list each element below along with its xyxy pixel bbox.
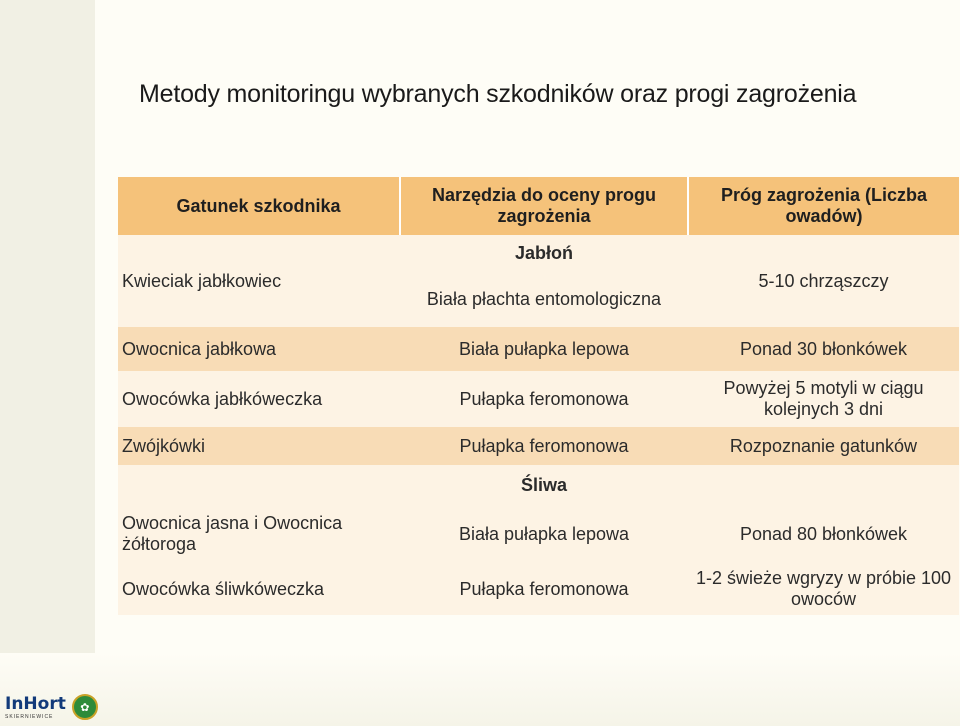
table-cell: Pułapka feromonowa: [400, 371, 688, 427]
table-cell: Kwieciak jabłkowiec: [118, 235, 400, 327]
table-cell: Owocówka jabłkóweczka: [118, 371, 400, 427]
bottom-band-background: [0, 653, 960, 726]
table-row: [118, 505, 959, 563]
table-cell: Biała płachta entomologiczna: [400, 271, 688, 327]
table-cell: Rozpoznanie gatunków: [688, 427, 959, 465]
table-cell: Ponad 80 błonkówek: [688, 505, 959, 563]
inhort-logo: [5, 694, 98, 720]
table-row: [118, 563, 959, 615]
table-cell: Owocówka śliwkóweczka: [118, 563, 400, 615]
table-header-row: [118, 177, 959, 235]
table-cell: Pułapka feromonowa: [400, 563, 688, 615]
left-panel-background: [0, 0, 95, 726]
header-tools: Narzędzia do oceny progu zagrożenia: [400, 177, 688, 235]
table-cell: Owocnica jasna i Owocnica żółtoroga: [118, 505, 400, 563]
table-cell: Ponad 30 błonkówek: [688, 327, 959, 371]
table-cell: 1-2 świeże wgryzy w próbie 100 owoców: [688, 563, 959, 615]
section-label-plum: Śliwa: [400, 465, 688, 505]
table-cell-empty: [118, 465, 400, 505]
logo-text: InHort: [5, 694, 66, 714]
institute-seal-icon: ✿: [72, 694, 98, 720]
table-cell: Biała pułapka lepowa: [400, 505, 688, 563]
section-row-apple: [118, 235, 959, 271]
section-label-apple: Jabłoń: [400, 235, 688, 271]
header-threshold: Próg zagrożenia (Liczba owadów): [688, 177, 959, 235]
section-row-plum: [118, 465, 959, 505]
table-row: [118, 371, 959, 427]
table-cell-empty: [688, 465, 959, 505]
pest-monitoring-table: [118, 177, 959, 615]
table-cell: Zwójkówki: [118, 427, 400, 465]
table-row: [118, 327, 959, 371]
header-species: Gatunek szkodnika: [118, 177, 400, 235]
logo-subtext: SKIERNIEWICE: [5, 714, 54, 720]
table-cell: 5-10 chrząszczy: [688, 235, 959, 327]
table-cell: Owocnica jabłkowa: [118, 327, 400, 371]
table-cell: Powyżej 5 motyli w ciągu kolejnych 3 dni: [688, 371, 959, 427]
page-title: Metody monitoringu wybranych szkodników oraz progi zagrożenia: [139, 80, 857, 108]
table-cell: Pułapka feromonowa: [400, 427, 688, 465]
table-row: [118, 427, 959, 465]
table-cell: Biała pułapka lepowa: [400, 327, 688, 371]
